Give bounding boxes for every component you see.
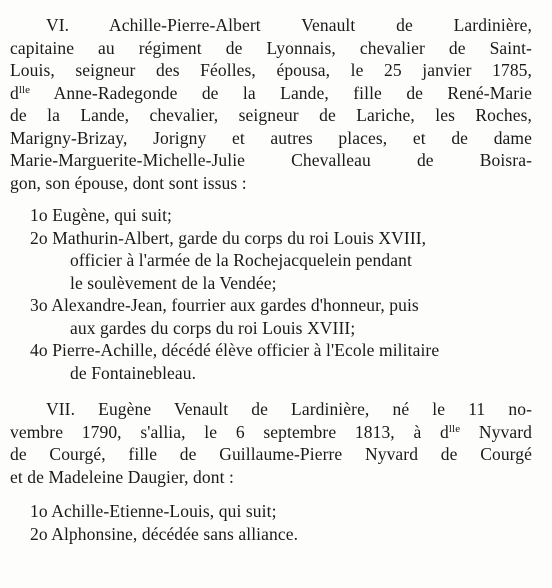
text-line: et de Madeleine Daugier, dont : xyxy=(10,466,234,487)
text-fragment: Anne-Radegonde de la Lande, fille de René-Marie xyxy=(30,82,532,103)
list-item xyxy=(10,500,532,523)
section-vii-paragraph xyxy=(10,398,532,488)
item-number: 2o xyxy=(30,523,48,544)
text-line: gon, son épouse, dont sont issus : xyxy=(10,172,247,193)
text-line: capitaine au régiment de Lyonnais, chevalier de Saint- xyxy=(10,37,532,58)
item-number: 1o xyxy=(30,205,48,225)
list-item xyxy=(10,523,532,546)
text-line: VII. Eugène Venault de Lardinière, né le 11 no- xyxy=(46,399,532,419)
text-line xyxy=(10,82,532,105)
superscript: lle xyxy=(18,83,31,96)
item-number: 2o xyxy=(30,227,48,248)
text-fragment: d xyxy=(10,82,19,103)
children-list-vi xyxy=(10,204,532,384)
list-item-continuation: officier à l'armée de la Rochejacquelein pendant xyxy=(70,250,412,270)
item-text: Mathurin-Albert, garde du corps du roi Louis XVIII, xyxy=(52,227,427,248)
item-number: 3o xyxy=(30,295,48,315)
text-fragment: vembre 1790, s'allia, le 6 septembre 1813, à d xyxy=(10,421,449,442)
list-item-continuation: de Fontainebleau. xyxy=(70,362,197,383)
section-vi-paragraph xyxy=(10,14,532,194)
text-fragment: Nyvard xyxy=(460,421,532,442)
item-text: Alphonsine, décédée sans alliance. xyxy=(51,523,299,544)
text-line xyxy=(10,421,532,444)
list-item xyxy=(10,227,532,250)
list-item-continuation: aux gardes du corps du roi Louis XVIII; xyxy=(70,317,356,338)
item-text: Pierre-Achille, décédé élève officier à l'Ecole militaire xyxy=(52,340,440,360)
text-line: de Courgé, fille de Guillaume-Pierre Nyvard de Courgé xyxy=(10,444,532,464)
text-line: Marigny-Brizay, Jorigny et autres places, et de dame xyxy=(10,127,532,148)
item-text: Eugène, qui suit; xyxy=(52,205,172,225)
list-item xyxy=(10,339,532,362)
text-line: Louis, seigneur des Féolles, épousa, le 25 janvier 1785, xyxy=(10,60,532,80)
children-list-vii xyxy=(10,500,532,545)
item-text: Alexandre-Jean, fourrier aux gardes d'honneur, puis xyxy=(51,295,419,315)
item-text: Achille-Etienne-Louis, qui suit; xyxy=(51,501,277,521)
text-line: de la Lande, chevalier, seigneur de Lariche, les Roches, xyxy=(10,105,532,125)
item-number: 1o xyxy=(30,501,48,521)
item-number: 4o xyxy=(30,340,48,360)
superscript: lle xyxy=(448,422,461,435)
list-item-continuation: le soulèvement de la Vendée; xyxy=(70,272,277,293)
text-line: VI. Achille-Pierre-Albert Venault de Lardinière, xyxy=(46,15,532,35)
list-item xyxy=(10,204,532,227)
text-line: Marie-Marguerite-Michelle-Julie Chevalleau de Boisra- xyxy=(10,150,532,170)
list-item xyxy=(10,294,532,317)
